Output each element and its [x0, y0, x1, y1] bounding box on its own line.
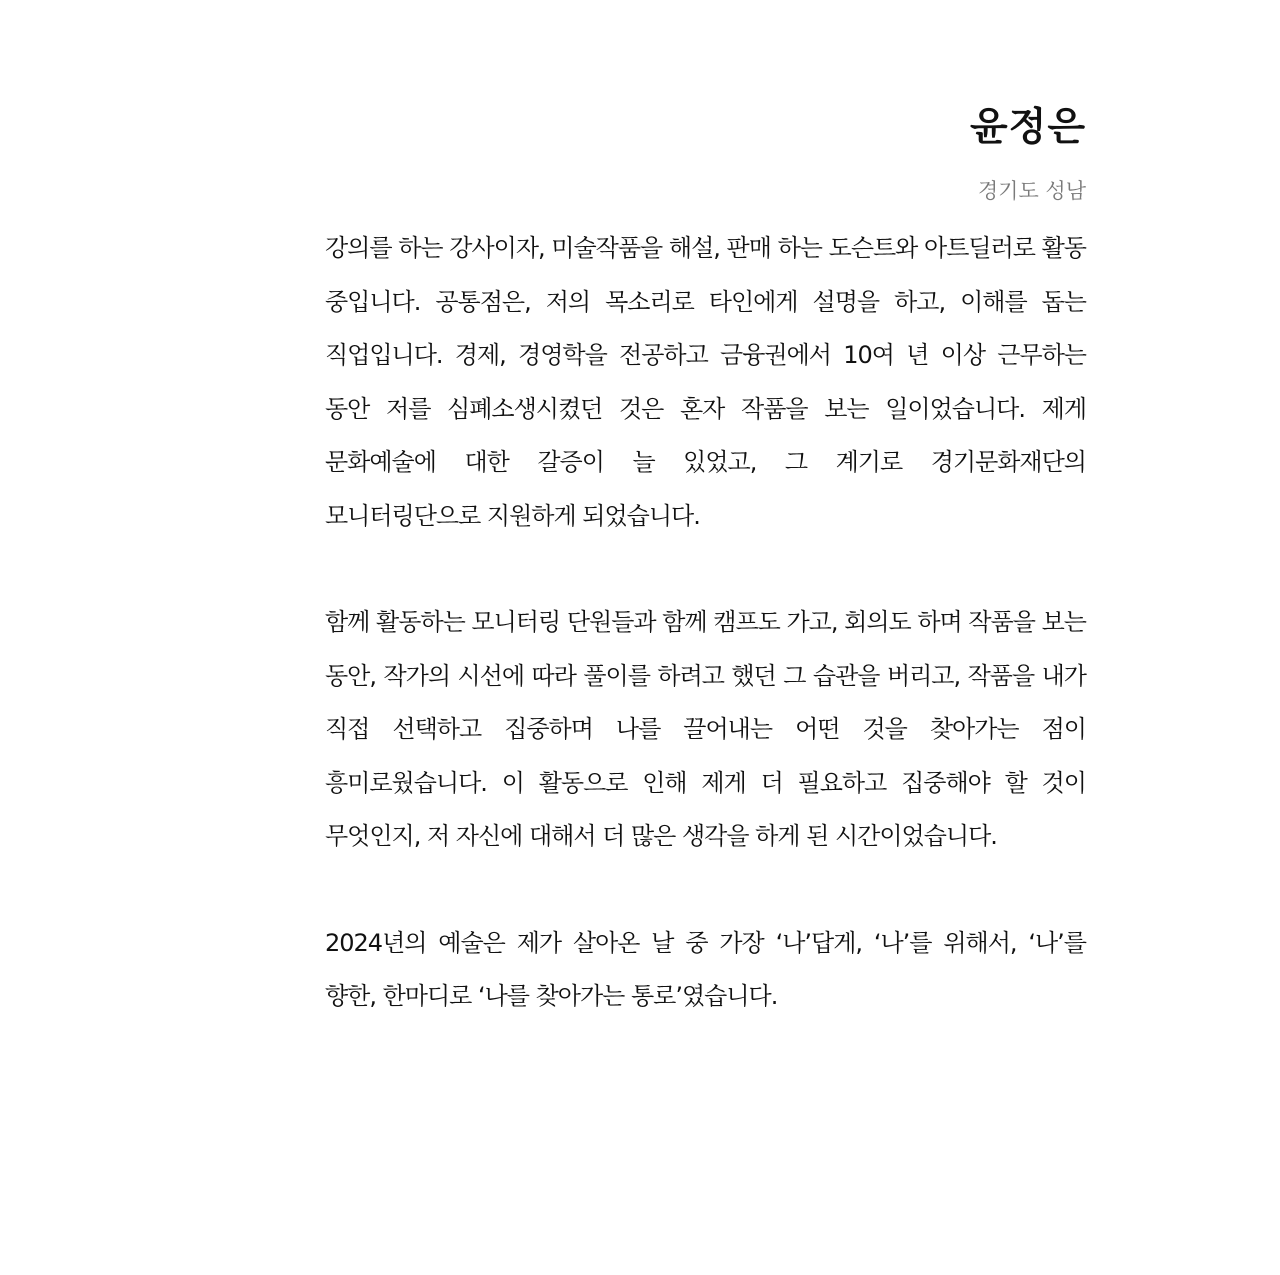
- paragraph-2: 함께 활동하는 모니터링 단원들과 함께 캠프도 가고, 회의도 하며 작품을 보는 동안, 작가의 시선에 따라 풀이를 하려고 했던 그 습관을 버리고, 작품을 내가 직접 선택하고 집중하며 나를 끌어내는 어떤 것을 찾아가는 점이 흥미로웠습니다. 이 활동으로 인해 제게 더 필요하고 집중해야 할 것이 무엇인지, 저 자신에 대해서 더 많은 생각을 하게 된 시간이었습니다.: [325, 608, 1086, 850]
- essay-body: [325, 222, 1086, 1024]
- author-name: 윤정은: [969, 104, 1086, 150]
- paragraph-3: 2024년의 예술은 제가 살아온 날 중 가장 ‘나’답게, ‘나’를 위해서, ‘나’를 향한, 한마디로 ‘나를 찾아가는 통로’였습니다.: [325, 928, 1086, 1010]
- paragraph-1: 강의를 하는 강사이자, 미술작품을 해설, 판매 하는 도슨트와 아트딜러로 활동 중입니다. 공통점은, 저의 목소리로 타인에게 설명을 하고, 이해를 돕는 직업입니다. 경제, 경영학을 전공하고 금융권에서 10여 년 이상 근무하는 동안 저를 심폐소생시켰던 것은 혼자 작품을 보는 일이었습니다. 제게 문화예술에 대한 갈증이 늘 있었고, 그 계기로 경기문화재단의 모니터링단으로 지원하게 되었습니다.: [325, 234, 1086, 530]
- author-region: 경기도 성남: [977, 179, 1086, 203]
